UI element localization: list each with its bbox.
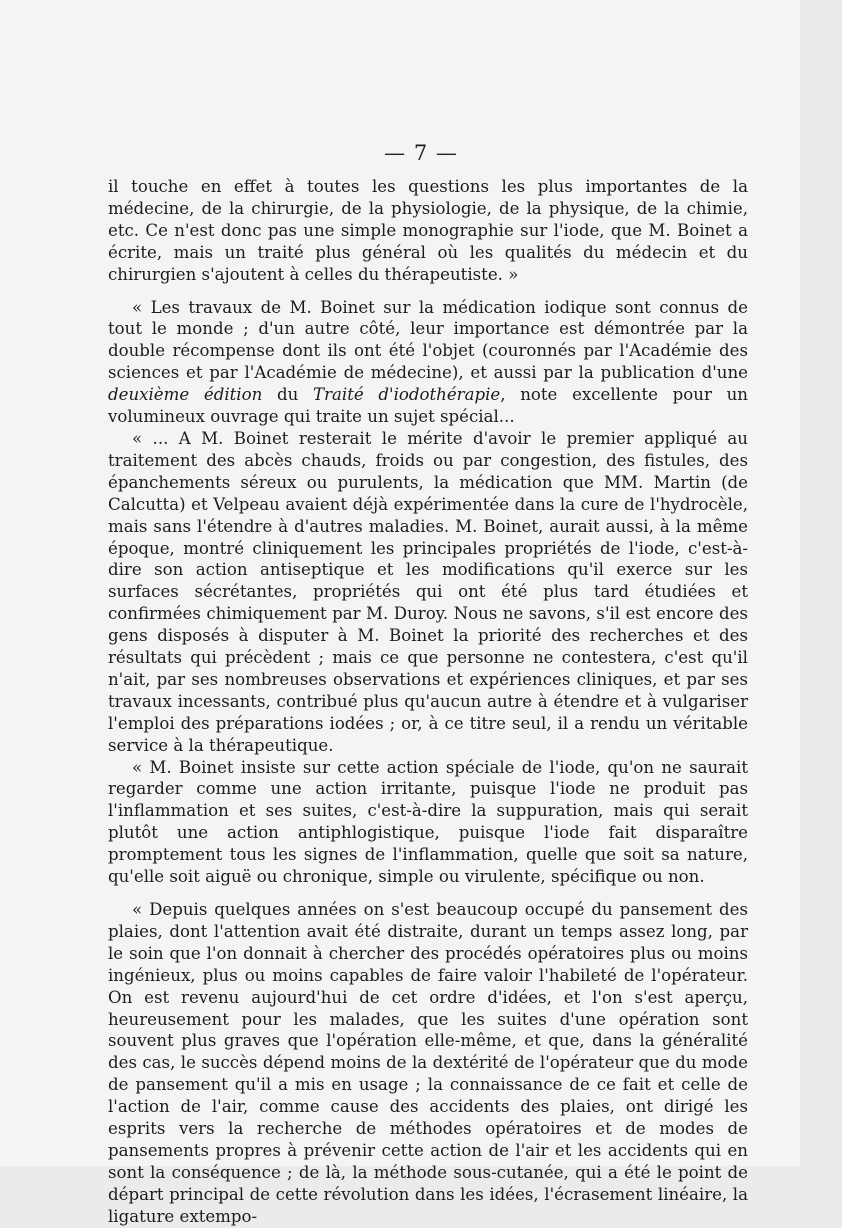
paragraph-2-text-middle: du [262,385,313,405]
paragraph-2-text-end: , note excellente pour un volumineux ouvrage qui traite un sujet spécial... [108,385,748,427]
paragraph-1: il touche en effet à toutes les questions les plus importantes de la médecine, de la chirurgie, de la physiologie, de la physique, de la chimie, etc. Ce n'est donc pas une simple monographie sur l'iode, que M. Boinet a écrite, mais un traité plus général où les qualités du médecin et du chirurgien s'ajoutent à celles du thérapeutiste. » [108,177,748,284]
italic-traite-iodotherapie: Traité d'iodothérapie [313,385,501,405]
paragraph-2-text-start: « Les travaux de M. Boinet sur la médication iodique sont connus de tout le monde ; d'un autre côté, leur importance est démontrée par la double récompense dont ils ont été l'objet (couronnés par l'Académie des sciences et par l'Académie de médecine), et aussi par la publication d'une [108,297,748,383]
page-number: — 7 — [384,141,458,165]
paragraph-5: « Depuis quelques années on s'est beaucoup occupé du pansement des plaies, dont l'attention avait été distraite, durant un temps assez long, par le soin que l'on donnait à chercher des procédés opératoires plus ou moins ingénieux, plus ou moins capables de faire valoir l'habileté de l'opérateur. On est revenu aujourd'hui de cet ordre d'idées, et l'on s'est aperçu, heureusement pour les malades, que les suites d'une opération sont souvent plus graves que l'opération elle-même, et que, dans la généralité des cas, le succès dépend moins de la dextérité de l'opérateur que du mode de pansement qu'il a mis en usage ; la connaissance de ce fait et celle de l'action de l'air, comme cause des accidents des plaies, ont dirigé les esprits vers la recherche de méthodes opératoires et de modes de pansements propres à prévenir cette action de l'air et les accidents qui en sont la conséquence ; de là, la méthode sous-cutanée, qui a été le point de départ principal de cette révolution dans les idées, l'écrasement linéaire, la ligature extempo- [108,900,748,1226]
paragraph-3: « ... A M. Boinet resterait le mérite d'avoir le premier appliqué au traitement des abcès chauds, froids ou par congestion, des fistules, des épanchements séreux ou purulents, la médication que MM. Martin (de Calcutta) et Velpeau avaient déjà expérimentée dans la cure de l'hydrocèle, mais sans l'étendre à d'autres maladies. M. Boinet, aurait aussi, à la même époque, montré cliniquement les principales propriétés de l'iode, c'est-à-dire son action antiseptique et les modifications qu'il exerce sur les surfaces sécrétantes, propriétés qui ont été plus tard étudiées et confirmées chimiquement par M. Duroy. Nous ne savons, s'il est encore des gens disposés à disputer à M. Boinet la priorité des recherches et des résultats qui précèdent ; mais ce que personne ne contestera, c'est qu'il n'ait, par ses nombreuses observations et expériences cliniques, et par ses travaux incessants, contribué plus qu'aucun autre à étendre et à vulgariser l'emploi des préparations iodées ; or, à ce titre seul, il a rendu un véritable service à la thérapeutique. [108,428,748,755]
body-text [108,176,748,1228]
paragraph-2 [108,297,748,428]
italic-deuxieme-edition: deuxième édition [108,385,263,405]
paragraph-4: « M. Boinet insiste sur cette action spéciale de l'iode, qu'on ne saurait regarder comme une action irritante, puisque l'iode ne produit pas l'inflammation et ses suites, c'est-à-dire la suppuration, mais qui serait plutôt une action antiphlogistique, puisque l'iode fait disparaître promptement tous les signes de l'inflammation, quelle que soit sa nature, qu'elle soit aiguë ou chronique, simple ou virulente, spécifique ou non. [108,757,748,887]
